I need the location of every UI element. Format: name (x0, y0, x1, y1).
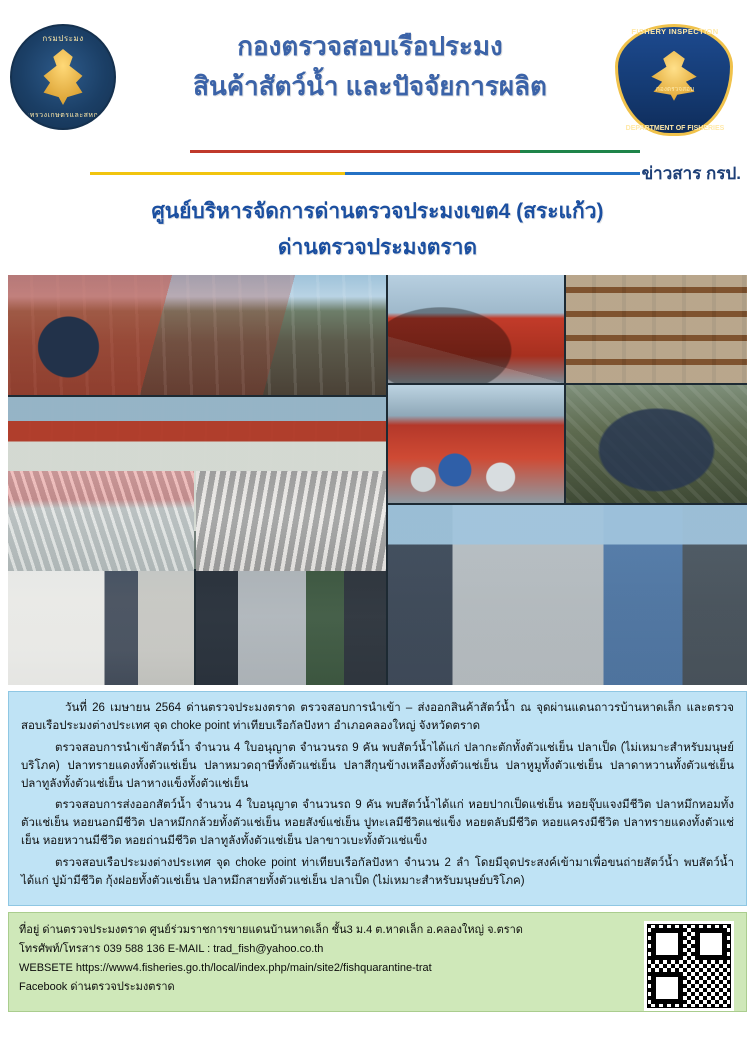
rule-green (520, 150, 640, 153)
body-paragraph-4: ตรวจสอบเรือประมงต่างประเทศ จุด choke point ท่าเทียบเรือกัลปังหา จำนวน 2 ลำ โดยมีจุดประสงค์เข้ามาเพื่อขนถ่ายสัตว์น้ำ พบสัตว์น้ำได้แก่ ปูม้ามีชีวิต กุ้งฝอยทั้งตัวแช่เย็น ปลาหมึกสายทั้งตัวแช่เย็น ปลาเป็ด (ไม่เหมาะสำหรับมนุษย์บริโภค) (21, 856, 734, 887)
footer-phone-email: โทรศัพท์/โทรสาร 039 588 136 E-MAIL : trad_fish@yahoo.co.th (19, 942, 324, 955)
photo-fish-pile (196, 471, 386, 581)
rule-red (190, 150, 520, 153)
rule-yellow (90, 172, 345, 175)
footer-website[interactable]: WEBSETE https://www4.fisheries.go.th/local/index.php/main/site2/fishquarantine-trat (19, 962, 432, 974)
seal-emblem-icon (36, 49, 90, 105)
page-title (150, 26, 590, 107)
photo-truck-loading (8, 571, 194, 685)
body-paragraph-2: ตรวจสอบการนำเข้าสัตว์น้ำ จำนวน 4 ใบอนุญาต จำนวนรถ 9 คัน พบสัตว์น้ำได้แก่ ปลากะตักทั้งตัวแช่เย็น ปลาเป็ด (ไม่เหมาะสำหรับมนุษย์บริโภค) ปลาทรายแดงทั้งตัวแช่เย็น ปลาหมวดฤาษีทั้งตัวแช่เย็น ปลาสีกุนข้างเหลืองทั้งตัวแช่เย็น ปลาหูมูทั้งตัวแช่เย็น ปลาดาหวานทั้งตัวแช่เย็น ปลาทูลังทั้งตัวแช่เย็น ปลาหางแข็งทั้งตัวแช่เย็น (21, 742, 734, 790)
photo-boat-deck-inspection (8, 275, 386, 395)
photo-red-fishing-boats (388, 275, 564, 383)
body-paragraph-1: วันที่ 26 เมษายน 2564 ด่านตรวจประมงตราด ตรวจสอบการนำเข้า – ส่งออกสินค้าสัตว์น้ำ ณ จุดผ่านแดนถาวรบ้านหาดเล็ก และตรวจสอบเรือประมงต่างประเทศ จุด choke point ท่าเทียบเรือกัลปังหา อำเภอคลองใหญ่ จังหวัดตราด (21, 702, 734, 733)
footer-text-block (19, 921, 539, 998)
title-line-1: กองตรวจสอบเรือประมง (237, 31, 503, 61)
poster-header (0, 0, 755, 190)
seal-ring-bottom-text: กระทรวงเกษตรและสหกรณ์ (16, 112, 110, 119)
news-label: ข่าวสาร กรป. (641, 164, 741, 183)
fishery-inspection-badge-icon (607, 18, 743, 142)
badge-bottom-text: DEPARTMENT OF FISHERIES (625, 125, 725, 132)
badge-shield-shape (615, 24, 733, 136)
photo-shellfish-pile (566, 385, 747, 503)
footer-facebook[interactable]: Facebook ด่านตรวจประมงตราด (19, 981, 175, 994)
title-line-2: สินค้าสัตว์น้ำ และปัจจัยการผลิต (193, 71, 547, 102)
photo-fish-crates-stack (566, 275, 747, 383)
report-body (8, 691, 747, 905)
department-of-fisheries-seal-icon (10, 24, 116, 130)
badge-mid-text: กองตรวจสอบ (655, 86, 695, 93)
decorative-rules (90, 150, 670, 190)
badge-top-text: FISHERY INSPECTION (631, 27, 719, 36)
photo-fish-in-pink-crate (8, 471, 194, 581)
seal-ring-top-text: กรมประมง (42, 34, 84, 43)
footer-address: ที่อยู่ ด่านตรวจประมงตราด ศูนย์ร่วมราชการขายแดนบ้านหาดเล็ก ชั้น3 ม.4 ต.หาดเล็ก อ.คลองใหญ่ จ.ตราด (19, 923, 523, 936)
subtitle-region-center: ศูนย์บริหารจัดการด่านตรวจประมงเขต4 (สระแก้ว) (151, 200, 604, 223)
subtitle-block (0, 194, 755, 265)
photo-collage (8, 275, 747, 685)
qr-code[interactable] (644, 921, 734, 1011)
photo-trailer-inspection (388, 505, 747, 685)
rule-blue (345, 172, 640, 175)
photo-container-interior (196, 571, 386, 685)
body-paragraph-3: ตรวจสอบการส่งออกสัตว์น้ำ จำนวน 4 ใบอนุญาต จำนวนรถ 9 คัน พบสัตว์น้ำได้แก่ หอยปากเป็ดแช่เย็น หอยจุ๊บแจงมีชีวิต ปลาหมึกหอมทั้งตัวแช่เย็น หอยนอกมีชีวิต ปลาหมึกกล้วยทั้งตัวแช่เย็น หอยสังข์แช่เย็น ปูทะเลมีชีวิตแช่แข็ง หอยตลับมีชีวิต หอยแครงมีชีวิต ปลาทรายแดงทั้งตัวแช่เย็น หอยหวานมีชีวิต หอยถ่านมีชีวิต ปลาทูลังทั้งตัวแช่เย็น ปลาขาวเบะทั้งตัวแช่แข็ง (21, 799, 734, 848)
subtitle-checkpoint: ด่านตรวจประมงตราด (277, 235, 478, 259)
contact-footer (8, 912, 747, 1012)
qr-finder-bottom-left (651, 972, 683, 1004)
photo-boat-with-basins (388, 385, 564, 503)
